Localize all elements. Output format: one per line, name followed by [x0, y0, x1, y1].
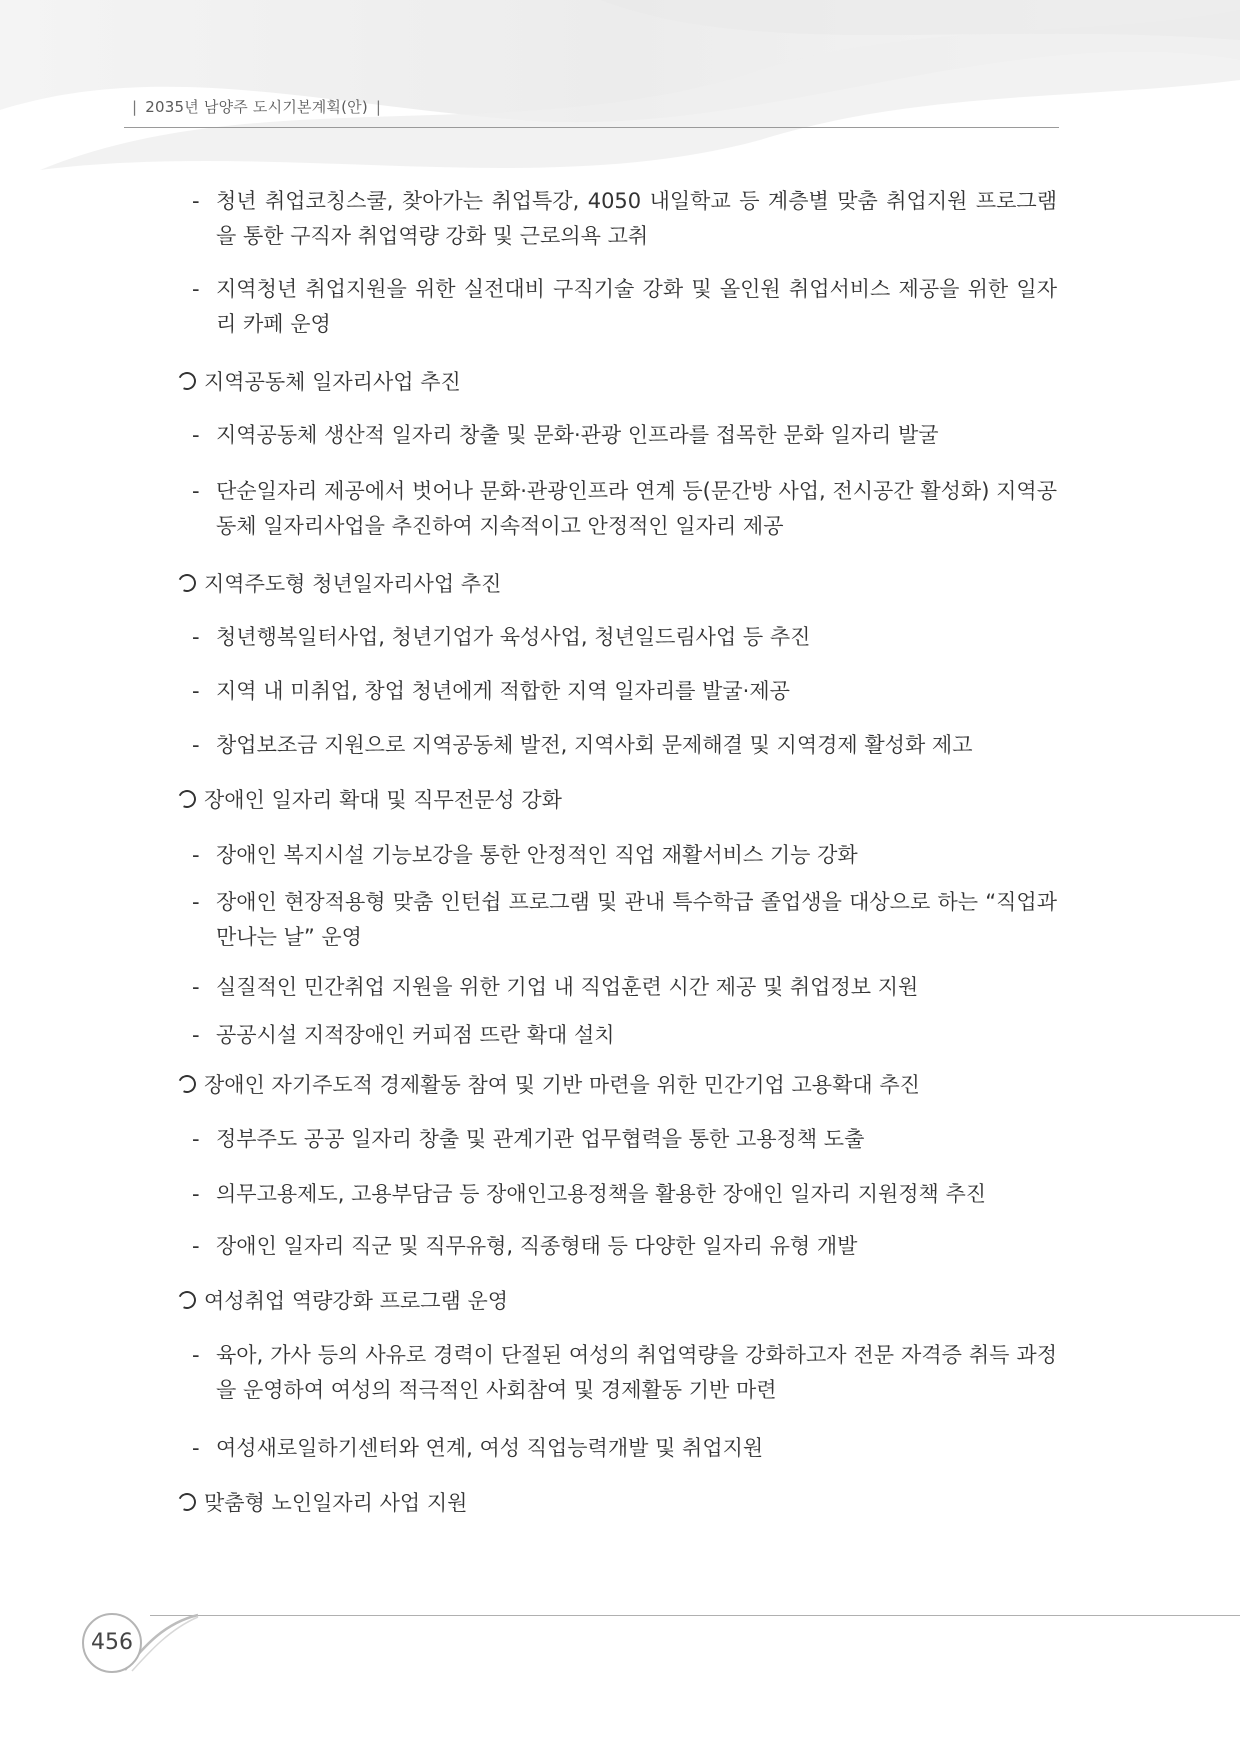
section-heading — [178, 1486, 1058, 1521]
circle-bullet-icon — [175, 1072, 198, 1095]
list-item-text: 실질적인 민간취업 지원을 위한 기업 내 직업훈련 시간 제공 및 취업정보 지원 — [216, 975, 919, 999]
section-heading-text: 여성취업 역량강화 프로그램 운영 — [204, 1289, 509, 1313]
running-header — [124, 96, 389, 117]
list-item-text: 육아, 가사 등의 사유로 경력이 단절된 여성의 취업역량을 강화하고자 전문 자격증 취득 과정을 운영하여 여성의 적극적인 사회참여 및 경제활동 기반 마련 — [216, 1343, 1057, 1402]
list-item — [192, 1177, 1057, 1212]
dash-bullet: - — [192, 277, 200, 301]
dash-bullet: - — [192, 1182, 200, 1206]
list-item — [192, 1229, 1057, 1264]
circle-bullet-icon — [175, 1288, 198, 1311]
circle-bullet-icon — [175, 1490, 198, 1513]
list-item — [192, 474, 1057, 544]
list-item — [192, 1431, 1057, 1466]
list-item-text: 장애인 일자리 직군 및 직무유형, 직종형태 등 다양한 일자리 유형 개발 — [216, 1234, 858, 1258]
section-heading-text: 맞춤형 노인일자리 사업 지원 — [204, 1491, 468, 1515]
section-heading — [178, 567, 1058, 602]
list-item — [192, 1018, 1057, 1053]
dash-bullet: - — [192, 1436, 200, 1460]
dash-bullet: - — [192, 189, 200, 213]
header-title: 2035년 남양주 도시기본계획(안) — [145, 98, 368, 116]
dash-bullet: - — [192, 625, 200, 649]
list-item-text: 지역공동체 생산적 일자리 창출 및 문화·관광 인프라를 접목한 문화 일자리 발굴 — [216, 423, 939, 447]
dash-bullet: - — [192, 423, 200, 447]
section-heading-text: 지역주도형 청년일자리사업 추진 — [204, 572, 502, 596]
list-item-text: 단순일자리 제공에서 벗어나 문화·관광인프라 연계 등(문간방 사업, 전시공간 활성화) 지역공동체 일자리사업을 추진하여 지속적이고 안정적인 일자리 제공 — [216, 479, 1057, 538]
list-item — [192, 674, 1057, 709]
dash-bullet: - — [192, 1127, 200, 1151]
list-item — [192, 1122, 1057, 1157]
list-item-text: 청년행복일터사업, 청년기업가 육성사업, 청년일드림사업 등 추진 — [216, 625, 811, 649]
section-heading-text: 장애인 일자리 확대 및 직무전문성 강화 — [204, 788, 562, 812]
list-item — [192, 620, 1057, 655]
list-item-text: 지역청년 취업지원을 위한 실전대비 구직기술 강화 및 올인원 취업서비스 제공을 위한 일자리 카페 운영 — [216, 277, 1057, 336]
header-rule — [124, 127, 1059, 128]
dash-bullet: - — [192, 733, 200, 757]
list-item — [192, 970, 1057, 1005]
dash-bullet: - — [192, 975, 200, 999]
section-heading-text: 장애인 자기주도적 경제활동 참여 및 기반 마련을 위한 민간기업 고용확대 추진 — [204, 1073, 920, 1097]
list-item-text: 장애인 복지시설 기능보강을 통한 안정적인 직업 재활서비스 기능 강화 — [216, 843, 858, 867]
dash-bullet: - — [192, 1234, 200, 1258]
list-item-text: 창업보조금 지원으로 지역공동체 발전, 지역사회 문제해결 및 지역경제 활성화 제고 — [216, 733, 973, 757]
header-separator-left: | — [132, 98, 138, 116]
list-item-text: 의무고용제도, 고용부담금 등 장애인고용정책을 활용한 장애인 일자리 지원정책 추진 — [216, 1182, 987, 1206]
list-item-text: 청년 취업코칭스쿨, 찾아가는 취업특강, 4050 내일학교 등 계층별 맞춤 취업지원 프로그램을 통한 구직자 취업역량 강화 및 근로의욕 고취 — [216, 189, 1057, 248]
dash-bullet: - — [192, 843, 200, 867]
footer-rule — [150, 1615, 1240, 1616]
circle-bullet-icon — [175, 571, 198, 594]
list-item — [192, 1338, 1057, 1408]
list-item-text: 지역 내 미취업, 창업 청년에게 적합한 지역 일자리를 발굴·제공 — [216, 679, 790, 703]
section-heading — [178, 1284, 1058, 1319]
dash-bullet: - — [192, 890, 200, 914]
header-separator-right: | — [375, 98, 382, 116]
dash-bullet: - — [192, 1343, 200, 1367]
list-item — [192, 272, 1057, 342]
list-item — [192, 838, 1057, 873]
list-item — [192, 728, 1057, 763]
circle-bullet-icon — [175, 369, 198, 392]
dash-bullet: - — [192, 1023, 200, 1047]
page-number: 456 — [82, 1613, 142, 1673]
section-heading-text: 지역공동체 일자리사업 추진 — [204, 370, 461, 394]
section-heading — [178, 783, 1058, 818]
circle-bullet-icon — [175, 787, 198, 810]
list-item — [192, 885, 1057, 955]
list-item-text: 정부주도 공공 일자리 창출 및 관계기관 업무협력을 통한 고용정책 도출 — [216, 1127, 865, 1151]
list-item — [192, 418, 1057, 453]
list-item-text: 공공시설 지적장애인 커피점 뜨란 확대 설치 — [216, 1023, 615, 1047]
dash-bullet: - — [192, 479, 200, 503]
list-item-text: 장애인 현장적용형 맞춤 인턴쉽 프로그램 및 관내 특수학급 졸업생을 대상으로 하는 “직업과 만나는 날” 운영 — [216, 890, 1057, 949]
list-item — [192, 184, 1057, 254]
list-item-text: 여성새로일하기센터와 연계, 여성 직업능력개발 및 취업지원 — [216, 1436, 764, 1460]
section-heading — [178, 365, 1058, 400]
section-heading — [178, 1068, 1058, 1103]
dash-bullet: - — [192, 679, 200, 703]
